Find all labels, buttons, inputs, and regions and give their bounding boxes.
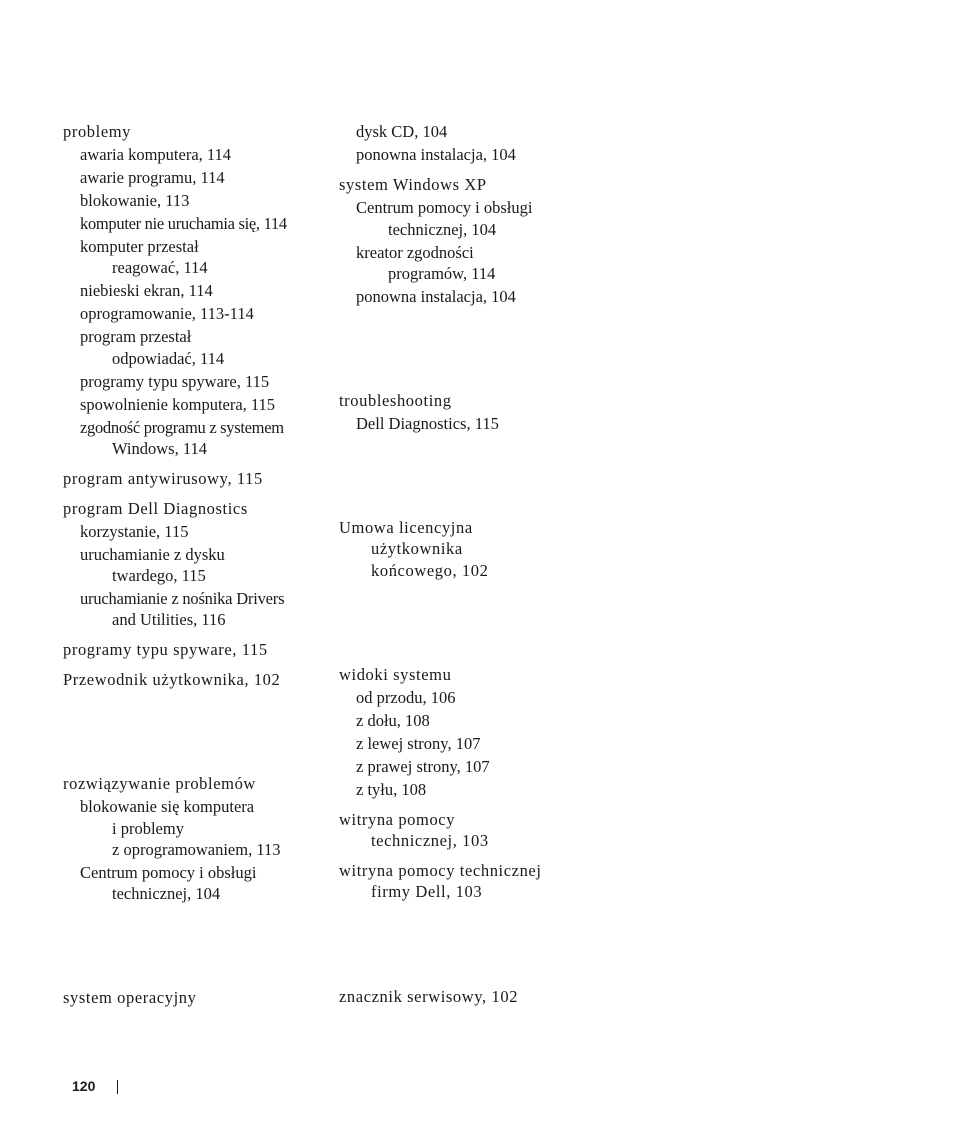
index-subentry: awaria komputera, 114 <box>80 145 232 164</box>
index-entry: znacznik serwisowy, 102 <box>339 987 519 1006</box>
index-entry: troubleshooting <box>339 391 452 410</box>
index-subentry: uruchamianie z nośnika Drivers <box>80 589 285 608</box>
index-entry: widoki systemu <box>339 665 452 684</box>
index-continuation: odpowiadać, 114 <box>112 349 225 368</box>
index-subentry: ponowna instalacja, 104 <box>356 287 516 306</box>
index-continuation: technicznej, 103 <box>371 831 489 850</box>
index-continuation: z oprogramowaniem, 113 <box>112 840 281 859</box>
index-subentry: z tyłu, 108 <box>356 780 427 799</box>
footer-divider <box>117 1080 118 1094</box>
index-continuation: końcowego, 102 <box>371 561 489 580</box>
index-continuation: reagować, 114 <box>112 258 208 277</box>
index-entry: witryna pomocy technicznej <box>339 861 542 880</box>
page-number: 120 <box>72 1078 96 1094</box>
index-subentry: oprogramowanie, 113-114 <box>80 304 254 323</box>
index-entry: problemy <box>63 122 132 141</box>
index-subentry: z dołu, 108 <box>356 711 430 730</box>
index-entry: Umowa licencyjna <box>339 518 473 537</box>
index-continuation: technicznej, 104 <box>112 884 221 903</box>
index-subentry: blokowanie się komputera <box>80 797 255 816</box>
index-continuation: technicznej, 104 <box>388 220 497 239</box>
index-subentry: niebieski ekran, 114 <box>80 281 213 300</box>
index-continuation: użytkownika <box>371 539 463 558</box>
index-continuation: programów, 114 <box>388 264 496 283</box>
index-subentry: uruchamianie z dysku <box>80 545 225 564</box>
index-subentry: awarie programu, 114 <box>80 168 225 187</box>
index-subentry: program przestał <box>80 327 192 346</box>
index-entry: witryna pomocy <box>339 810 456 829</box>
index-subentry: kreator zgodności <box>356 243 474 262</box>
index-entry: rozwiązywanie problemów <box>63 774 256 793</box>
index-subentry: dysk CD, 104 <box>356 122 448 141</box>
index-continuation: i problemy <box>112 819 184 838</box>
index-subentry: komputer przestał <box>80 237 199 256</box>
index-continuation: Windows, 114 <box>112 439 207 458</box>
index-subentry: spowolnienie komputera, 115 <box>80 395 276 414</box>
index-subentry: od przodu, 106 <box>356 688 456 707</box>
index-subentry: zgodność programu z systemem <box>80 418 284 437</box>
index-continuation: firmy Dell, 103 <box>371 882 483 901</box>
index-continuation: twardego, 115 <box>112 566 206 585</box>
index-entry: system Windows XP <box>339 175 487 194</box>
index-continuation: and Utilities, 116 <box>112 610 226 629</box>
index-entry: program antywirusowy, 115 <box>63 469 263 488</box>
index-subentry: korzystanie, 115 <box>80 522 189 541</box>
index-entry: program Dell Diagnostics <box>63 499 248 518</box>
index-entry: Przewodnik użytkownika, 102 <box>63 670 281 689</box>
index-subentry: komputer nie uruchamia się, 114 <box>80 214 287 233</box>
index-subentry: Dell Diagnostics, 115 <box>356 414 499 433</box>
index-subentry: programy typu spyware, 115 <box>80 372 270 391</box>
index-subentry: Centrum pomocy i obsługi <box>80 863 257 882</box>
index-subentry: z lewej strony, 107 <box>356 734 481 753</box>
index-entry: system operacyjny <box>63 988 197 1007</box>
index-subentry: ponowna instalacja, 104 <box>356 145 516 164</box>
index-subentry: Centrum pomocy i obsługi <box>356 198 533 217</box>
index-subentry: z prawej strony, 107 <box>356 757 490 776</box>
index-entry: programy typu spyware, 115 <box>63 640 268 659</box>
index-subentry: blokowanie, 113 <box>80 191 190 210</box>
